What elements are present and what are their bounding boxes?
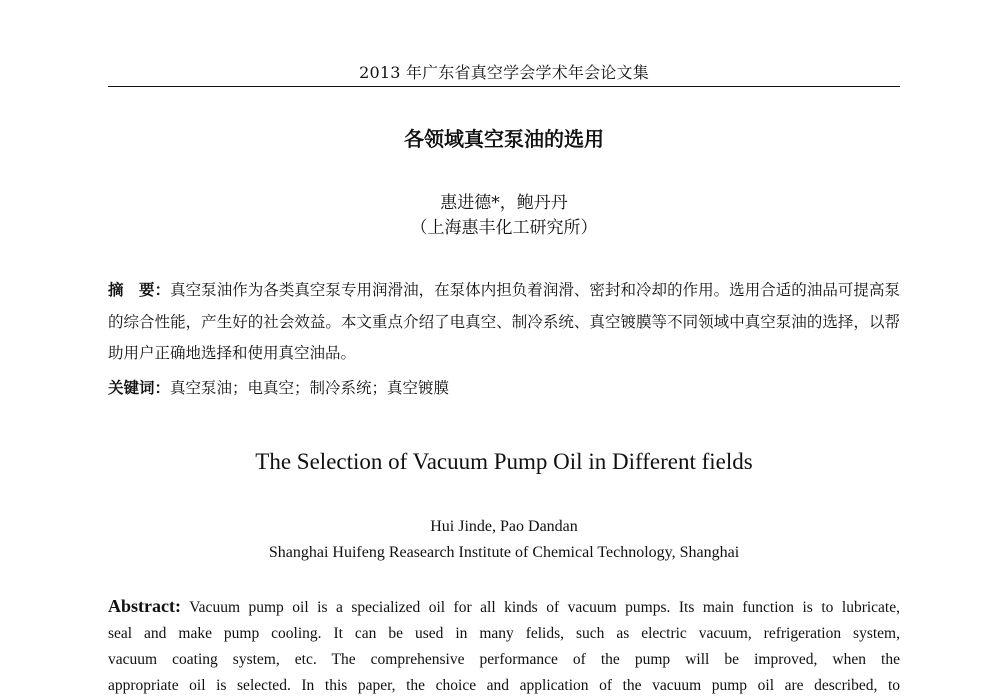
english-authors: Hui Jinde, Pao Dandan [430,518,578,535]
english-abstract [108,593,900,699]
english-abstract-line: appropriate oil is selected. In this paper, the choice and application of the vacuum pump oil are described, to [108,677,900,694]
chinese-abstract [108,275,900,370]
english-abstract-line-text: Vacuum pump oil is a specialized oil for all kinds of vacuum pumps. Its main function is to lubricate, [189,599,900,616]
header-rule [108,86,900,87]
chinese-authors: 惠进德*，鲍丹丹 [440,193,568,213]
english-abstract-line: vacuum coating system, etc. The comprehensive performance of the pump will be improved, when the [108,651,900,668]
chinese-affiliation: （上海惠丰化工研究所） [410,218,598,238]
english-abstract-label: Abstract: [108,596,181,616]
english-title: The Selection of Vacuum Pump Oil in Different fields [255,449,753,474]
english-affiliation: Shanghai Huifeng Reasearch Institute of Chemical Technology, Shanghai [268,544,740,561]
chinese-keywords-text: 真空泵油；电真空；制冷系统；真空镀膜 [170,379,450,397]
chinese-keywords-label: 关键词： [108,379,171,397]
running-head: 2013 年广东省真空学会学术年会论文集 [359,63,649,82]
chinese-title: 各领域真空泵油的选用 [404,127,604,151]
english-abstract-line [108,593,900,621]
chinese-keywords [108,374,900,402]
english-abstract-line: seal and make pump cooling. It can be used in many felids, such as electric vacuum, refrigeration system, [108,625,900,642]
chinese-abstract-text: 真空泵油作为各类真空泵专用润滑油，在泵体内担负着润滑、密封和冷却的作用。选用合适的油品可提高泵的综合性能，产生好的社会效益。本文重点介绍了电真空、制冷系统、真空镀膜等不同领域中真空泵油的选择，以帮助用户正确地选择和使用真空油品。 [108,281,900,362]
chinese-abstract-label: 摘 要： [108,281,171,299]
